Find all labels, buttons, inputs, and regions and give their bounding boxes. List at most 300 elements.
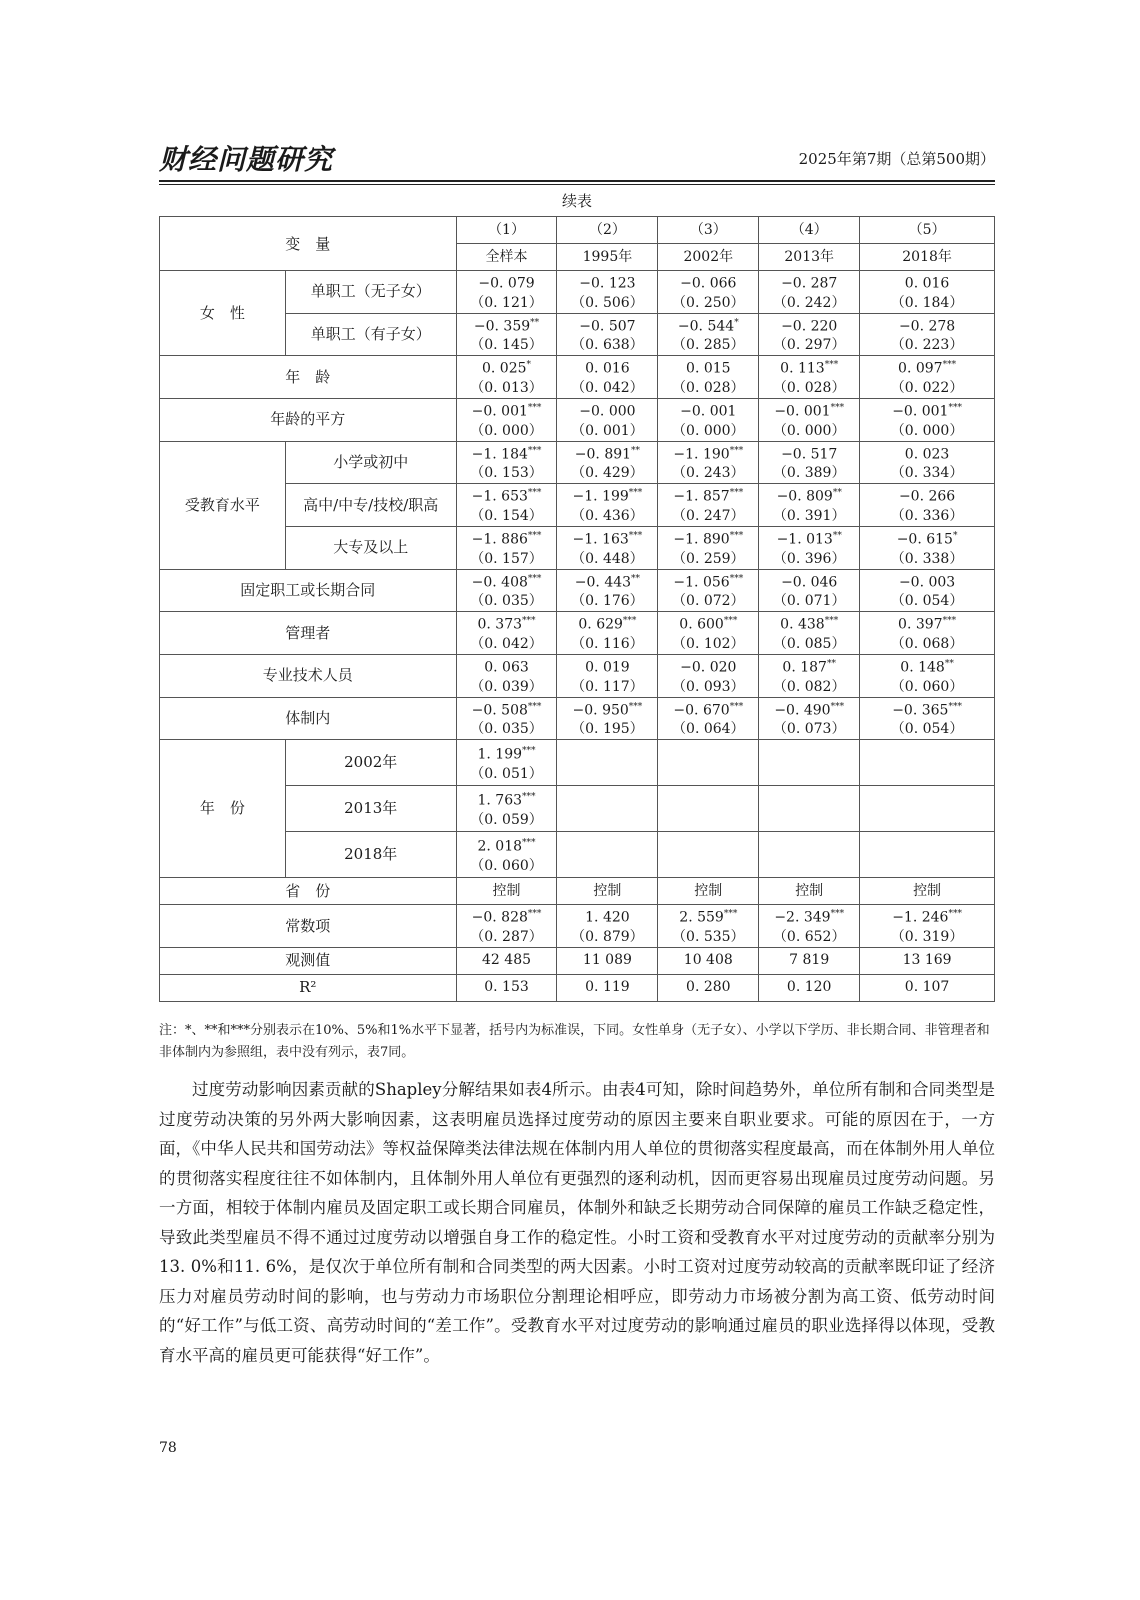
- coefficient-value: −0. 079: [478, 275, 535, 292]
- coefficient-value: −0. 020: [680, 659, 737, 676]
- cell-coefficient: [457, 570, 557, 593]
- coefficient-value: −2. 349: [774, 909, 831, 926]
- table-cell: [658, 271, 759, 314]
- table-cell: [860, 271, 995, 314]
- cell-standard-error: （0. 287）: [470, 928, 543, 945]
- coefficient-value: −0. 123: [579, 275, 636, 292]
- cell-coefficient: [860, 698, 994, 721]
- table-cell: [456, 526, 557, 569]
- cell-standard-error: （0. 247）: [672, 507, 745, 524]
- cell-coefficient: [860, 612, 994, 635]
- significance-stars: ***: [948, 909, 962, 920]
- row-label: 大专及以上: [285, 526, 456, 569]
- col-number-4: （4）: [759, 217, 860, 244]
- row-label: 2002年: [285, 740, 456, 786]
- cell-standard-error: （0. 506）: [571, 294, 644, 311]
- col-number-2: （2）: [557, 217, 658, 244]
- cell-value: 0. 120: [786, 979, 832, 996]
- table-cell: [557, 697, 658, 740]
- cell-standard-error: （0. 319）: [890, 928, 964, 945]
- cell-coefficient: [759, 655, 859, 678]
- significance-stars: ***: [729, 573, 744, 584]
- cell-standard-error: （0. 000）: [470, 422, 543, 439]
- body-paragraph: 过度劳动影响因素贡献的Shapley分解结果如表4所示。由表4可知，除时间趋势外，单位所有制和合同类型是过度劳动决策的另外两大影响因素，这表明雇员选择过度劳动的原因主要来自职业要求。可能的原因在于，一方面，《中华人民共和国劳动法》等权益保障类法律法规在体制内用人单位的贯彻落实程度最高，而在体制外用人单位的贯彻落实程度往往不如体制内，且体制外用人单位有更强烈的逐利动机，因而更容易出现雇员过度劳动问题。另一方面，相较于体制内雇员及固定职工或长期合同雇员，体制外和缺乏长期劳动合同保障的雇员工作缺乏稳定性，导致此类型雇员不得不通过过度劳动以增强自身工作的稳定性。小时工资和受教育水平对过度劳动的贡献率分别为13. 0%和11. 6%，是仅次于单位所有制和合同类型的两大因素。小时工资对过度劳动较高的贡献率既印证了经济压力对雇员劳动时间的影响，也与劳动力市场职位分割理论相呼应，即劳动力市场被分割为高工资、低劳动时间的“好工作”与低工资、高劳动时间的“差工作”。受教育水平对过度劳动的影响通过雇员的职业选择得以体现，受教育水平高的雇员更可能获得“好工作”。: [159, 1080, 995, 1365]
- table-cell: [557, 654, 658, 697]
- cell-coefficient: [658, 271, 758, 294]
- coefficient-value: −0. 809: [776, 488, 833, 505]
- table-cell: [759, 654, 860, 697]
- table-row: [160, 356, 995, 399]
- cell-value: 0. 280: [686, 979, 731, 996]
- coefficient-value: −0. 046: [781, 574, 838, 591]
- cell-coefficient: [457, 655, 557, 678]
- cell-standard-error: （0. 154）: [470, 507, 543, 524]
- table-cell: [759, 740, 860, 786]
- significance-stars: ***: [628, 488, 643, 499]
- cell-coefficient: [860, 527, 994, 550]
- table-row: [160, 697, 995, 740]
- coefficient-value: −1. 190: [673, 446, 730, 463]
- table-cell: [456, 974, 557, 1001]
- cell-standard-error: （0. 071）: [772, 593, 846, 610]
- table-cell: [759, 905, 860, 948]
- coefficient-value: −0. 891: [574, 446, 632, 463]
- cell-standard-error: （0. 054）: [890, 593, 964, 610]
- cell-standard-error: （0. 035）: [470, 721, 543, 738]
- cell-coefficient: [759, 527, 859, 550]
- coefficient-value: 0. 148: [900, 659, 945, 676]
- cell-standard-error: （0. 051）: [470, 765, 543, 782]
- cell-coefficient: [860, 655, 994, 678]
- cell-coefficient: [759, 271, 859, 294]
- cell-standard-error: （0. 085）: [772, 635, 846, 652]
- cell-coefficient: [557, 527, 657, 550]
- cell-coefficient: [457, 527, 557, 550]
- table-row: [160, 484, 995, 527]
- cell-value: 10 408: [683, 952, 733, 969]
- cell-value: 控制: [795, 882, 824, 899]
- cell-standard-error: （0. 082）: [772, 678, 846, 695]
- coefficient-value: −1. 246: [892, 909, 949, 926]
- table-cell: [860, 356, 995, 399]
- table-cell: [456, 612, 557, 655]
- cell-standard-error: （0. 242）: [772, 294, 846, 311]
- row-label: 高中/中专/技校/职高: [285, 484, 456, 527]
- cell-coefficient: [860, 484, 994, 507]
- significance-stars: **: [631, 573, 641, 584]
- table-cell: [456, 740, 557, 786]
- cell-standard-error: （0. 153）: [470, 465, 543, 482]
- cell-standard-error: （0. 176）: [571, 593, 644, 610]
- table-cell: [557, 905, 658, 948]
- cell-coefficient: [457, 612, 557, 635]
- coefficient-value: 0. 397: [898, 616, 943, 633]
- table-row: [160, 569, 995, 612]
- table-cell: [456, 484, 557, 527]
- row-label: 专业技术人员: [160, 654, 457, 697]
- significance-stars: *: [952, 530, 958, 541]
- cell-coefficient: [658, 314, 758, 337]
- significance-stars: ***: [527, 488, 542, 499]
- significance-stars: ***: [522, 791, 536, 802]
- coefficient-value: −0. 544: [677, 318, 735, 335]
- coefficient-value: 1. 199: [477, 746, 523, 763]
- table-cell: [557, 612, 658, 655]
- cell-coefficient: [557, 612, 657, 635]
- cell-standard-error: （0. 184）: [890, 294, 964, 311]
- cell-coefficient: [457, 698, 557, 721]
- body-paragraph-block: [159, 1075, 995, 1370]
- coefficient-value: −0. 950: [572, 702, 629, 719]
- cell-standard-error: （0. 022）: [890, 379, 964, 396]
- table-cell: [658, 905, 759, 948]
- coefficient-value: −0. 001: [680, 403, 737, 420]
- cell-standard-error: （0. 060）: [890, 678, 964, 695]
- significance-stars: ***: [830, 909, 845, 920]
- significance-stars: ***: [729, 701, 744, 712]
- cell-coefficient: [557, 356, 657, 379]
- cell-standard-error: （0. 042）: [571, 379, 644, 396]
- cell-standard-error: （0. 285）: [672, 337, 745, 354]
- cell-standard-error: （0. 093）: [672, 678, 745, 695]
- cell-coefficient: [658, 484, 758, 507]
- group-year: 年 份: [160, 740, 286, 878]
- cell-coefficient: [759, 399, 859, 422]
- cell-coefficient: [759, 905, 859, 928]
- cell-standard-error: （0. 068）: [890, 635, 964, 652]
- row-label: 2018年: [285, 832, 456, 878]
- significance-stars: ***: [628, 530, 643, 541]
- cell-standard-error: （0. 448）: [571, 550, 644, 567]
- col-label-5: 2018年: [860, 244, 995, 271]
- table-cell: [759, 832, 860, 878]
- table-cell: [658, 947, 759, 974]
- col-label-3: 2002年: [658, 244, 759, 271]
- table-cell: [860, 905, 995, 948]
- significance-stars: ***: [830, 701, 845, 712]
- table-row: [160, 398, 995, 441]
- cell-coefficient: [658, 612, 758, 635]
- cell-coefficient: [860, 356, 994, 379]
- cell-value: 控制: [492, 882, 521, 899]
- cell-value: 控制: [913, 882, 942, 899]
- running-header: [159, 138, 995, 178]
- table-cell: [557, 356, 658, 399]
- coefficient-value: 2. 018: [477, 838, 523, 855]
- table-cell: [860, 398, 995, 441]
- table-cell: [658, 697, 759, 740]
- cell-coefficient: [860, 314, 994, 337]
- row-label: 2013年: [285, 786, 456, 832]
- cell-coefficient: [658, 698, 758, 721]
- significance-stars: ***: [729, 445, 744, 456]
- table-cell: [456, 569, 557, 612]
- significance-stars: ***: [830, 402, 845, 413]
- coefficient-value: 0. 025: [482, 360, 527, 377]
- row-label: R²: [160, 974, 457, 1001]
- cell-standard-error: （0. 000）: [890, 422, 964, 439]
- cell-standard-error: （0. 117）: [571, 678, 644, 695]
- row-label: 单职工（无子女）: [285, 271, 456, 314]
- coefficient-value: −0. 365: [892, 702, 949, 719]
- table-row: [160, 878, 995, 905]
- table-cell: [557, 878, 658, 905]
- significance-stars: ***: [942, 616, 957, 627]
- table-row: [160, 271, 995, 314]
- cell-value: 控制: [694, 882, 723, 899]
- header-rule-thin: [159, 184, 995, 185]
- table-row: [160, 832, 995, 878]
- table-row: [160, 740, 995, 786]
- coefficient-value: 0. 016: [904, 275, 950, 292]
- table-cell: [860, 526, 995, 569]
- table-cell: [658, 832, 759, 878]
- significance-stars: ***: [942, 360, 957, 371]
- table-cell: [860, 947, 995, 974]
- table-cell: [456, 905, 557, 948]
- significance-stars: *: [526, 360, 532, 371]
- cell-coefficient: [557, 698, 657, 721]
- cell-standard-error: （0. 001）: [571, 422, 644, 439]
- cell-standard-error: （0. 195）: [571, 721, 644, 738]
- table-cell: [557, 786, 658, 832]
- cell-coefficient: [457, 742, 557, 765]
- row-label: 常数项: [160, 905, 457, 948]
- coefficient-value: 1. 420: [585, 909, 630, 926]
- table-cell: [658, 356, 759, 399]
- cell-standard-error: （0. 000）: [672, 422, 745, 439]
- table-cell: [456, 356, 557, 399]
- table-cell: [456, 654, 557, 697]
- journal-logo: 财经问题研究: [159, 143, 334, 176]
- cell-standard-error: （0. 000）: [772, 422, 846, 439]
- table-cell: [456, 878, 557, 905]
- table-cell: [557, 313, 658, 356]
- coefficient-value: −0. 220: [781, 318, 838, 335]
- table-cell: [658, 398, 759, 441]
- table-cell: [759, 947, 860, 974]
- table-cell: [759, 271, 860, 314]
- cell-coefficient: [457, 271, 557, 294]
- cell-coefficient: [557, 314, 657, 337]
- row-label: 体制内: [160, 697, 457, 740]
- significance-stars: **: [944, 658, 954, 669]
- cell-standard-error: （0. 223）: [890, 337, 964, 354]
- table-cell: [860, 786, 995, 832]
- cell-standard-error: （0. 157）: [470, 550, 543, 567]
- cell-coefficient: [457, 905, 557, 928]
- coefficient-value: 0. 097: [898, 360, 943, 377]
- cell-coefficient: [759, 314, 859, 337]
- cell-coefficient: [658, 442, 758, 465]
- table-row: [160, 947, 995, 974]
- cell-standard-error: （0. 336）: [890, 507, 964, 524]
- table-note: 注：*、**和***分别表示在10%、5%和1%水平下显著，括号内为标准误，下同。女性单身（无子女）、小学以下学历、非长期合同、非管理者和非体制内为参照组，表中没有列示，表7同。: [159, 1023, 990, 1060]
- table-cell: [456, 313, 557, 356]
- coefficient-value: −0. 359: [473, 318, 531, 335]
- table-cell: [759, 878, 860, 905]
- table-cell: [860, 569, 995, 612]
- coefficient-value: −0. 000: [579, 403, 636, 420]
- table-cell: [557, 398, 658, 441]
- significance-stars: ***: [522, 616, 536, 627]
- cell-coefficient: [860, 271, 994, 294]
- col-label-1: 全样本: [456, 244, 557, 271]
- row-label: 小学或初中: [285, 441, 456, 484]
- table-cell: [759, 697, 860, 740]
- cell-standard-error: （0. 039）: [470, 678, 543, 695]
- row-label: 观测值: [160, 947, 457, 974]
- cell-coefficient: [557, 484, 657, 507]
- table-cell: [860, 484, 995, 527]
- table-cell: [860, 832, 995, 878]
- table-cell: [658, 740, 759, 786]
- cell-coefficient: [557, 655, 657, 678]
- coefficient-value: −1. 184: [471, 446, 528, 463]
- table-cell: [860, 313, 995, 356]
- row-label: 单职工（有子女）: [285, 313, 456, 356]
- table-cell: [456, 271, 557, 314]
- cell-standard-error: （0. 028）: [772, 379, 846, 396]
- significance-stars: ***: [527, 445, 542, 456]
- cell-standard-error: （0. 243）: [672, 465, 745, 482]
- coefficient-value: −0. 408: [471, 574, 528, 591]
- issue-info: 2025年第7期（总第500期）: [798, 150, 995, 168]
- coefficient-value: −0. 490: [774, 702, 831, 719]
- cell-coefficient: [557, 905, 657, 928]
- table-cell: [759, 441, 860, 484]
- coefficient-value: −0. 003: [898, 574, 956, 591]
- cell-standard-error: （0. 297）: [772, 337, 846, 354]
- cell-standard-error: （0. 073）: [772, 721, 846, 738]
- row-label: 省 份: [160, 878, 457, 905]
- table-cell: [658, 484, 759, 527]
- table-cell: [759, 484, 860, 527]
- cell-standard-error: （0. 072）: [672, 593, 745, 610]
- cell-coefficient: [658, 655, 758, 678]
- cell-value: 控制: [593, 882, 622, 899]
- cell-coefficient: [759, 612, 859, 635]
- coefficient-value: −0. 066: [680, 275, 737, 292]
- cell-standard-error: （0. 054）: [890, 721, 964, 738]
- page-number: 78: [159, 1440, 177, 1456]
- cell-standard-error: （0. 060）: [470, 857, 543, 874]
- cell-coefficient: [860, 905, 994, 928]
- significance-stars: ***: [522, 745, 536, 756]
- cell-coefficient: [457, 484, 557, 507]
- cell-coefficient: [557, 570, 657, 593]
- significance-stars: ***: [723, 616, 738, 627]
- coefficient-value: −0. 001: [892, 403, 949, 420]
- coefficient-value: −0. 670: [673, 702, 730, 719]
- coefficient-value: 0. 063: [484, 659, 529, 676]
- table-cell: [860, 654, 995, 697]
- cell-coefficient: [457, 788, 557, 811]
- coefficient-value: −1. 013: [776, 531, 833, 548]
- group-female: 女 性: [160, 271, 286, 356]
- coefficient-value: −0. 266: [898, 488, 956, 505]
- cell-standard-error: （0. 436）: [571, 507, 644, 524]
- coefficient-value: 2. 559: [679, 909, 724, 926]
- cell-value: 42 485: [482, 952, 532, 969]
- cell-standard-error: （0. 059）: [470, 811, 543, 828]
- table-cell: [456, 786, 557, 832]
- table-cell: [658, 569, 759, 612]
- table-row: [160, 654, 995, 697]
- coefficient-value: −1. 056: [673, 574, 730, 591]
- coefficient-value: −1. 890: [673, 531, 730, 548]
- coefficient-value: 0. 015: [686, 360, 731, 377]
- table-cell: [557, 569, 658, 612]
- significance-stars: **: [832, 488, 842, 499]
- cell-coefficient: [557, 271, 657, 294]
- coefficient-value: −1. 857: [673, 488, 730, 505]
- cell-coefficient: [860, 570, 994, 593]
- table-cell: [456, 947, 557, 974]
- table-cell: [759, 612, 860, 655]
- table-cell: [456, 832, 557, 878]
- cell-coefficient: [457, 314, 557, 337]
- cell-coefficient: [759, 356, 859, 379]
- regression-table: [159, 216, 995, 1002]
- significance-stars: ***: [527, 402, 542, 413]
- table-cell: [557, 974, 658, 1001]
- coefficient-value: −1. 653: [471, 488, 528, 505]
- table-cell: [860, 441, 995, 484]
- cell-standard-error: （0. 102）: [672, 635, 745, 652]
- table-cell: [557, 947, 658, 974]
- cell-coefficient: [457, 356, 557, 379]
- significance-stars: ***: [723, 909, 738, 920]
- row-label: 管理者: [160, 612, 457, 655]
- cell-standard-error: （0. 145）: [470, 337, 543, 354]
- table-cell: [557, 271, 658, 314]
- cell-coefficient: [457, 442, 557, 465]
- significance-stars: ***: [824, 360, 839, 371]
- cell-coefficient: [658, 527, 758, 550]
- cell-coefficient: [658, 399, 758, 422]
- col-label-4: 2013年: [759, 244, 860, 271]
- table-cell: [658, 313, 759, 356]
- table-cell: [759, 398, 860, 441]
- table-row: [160, 612, 995, 655]
- table-cell: [456, 398, 557, 441]
- cell-standard-error: （0. 042）: [470, 635, 543, 652]
- cell-standard-error: （0. 652）: [772, 928, 846, 945]
- significance-stars: ***: [522, 837, 536, 848]
- table-cell: [658, 974, 759, 1001]
- table-cell: [557, 832, 658, 878]
- cell-coefficient: [557, 442, 657, 465]
- cell-value: 7 819: [789, 952, 830, 969]
- significance-stars: ***: [729, 488, 744, 499]
- table-cell: [658, 526, 759, 569]
- cell-coefficient: [759, 570, 859, 593]
- table-cell: [759, 313, 860, 356]
- cell-standard-error: （0. 013）: [470, 379, 543, 396]
- row-label: 年龄的平方: [160, 398, 457, 441]
- table-row: [160, 313, 995, 356]
- table-cell: [759, 974, 860, 1001]
- coefficient-value: −1. 163: [572, 531, 629, 548]
- cell-standard-error: （0. 389）: [772, 465, 846, 482]
- table-cell: [658, 878, 759, 905]
- cell-value: 13 169: [902, 952, 952, 969]
- cell-value: 0. 153: [484, 979, 529, 996]
- table-cell: [456, 697, 557, 740]
- coefficient-value: −1. 199: [572, 488, 629, 505]
- coefficient-value: −0. 615: [896, 531, 953, 548]
